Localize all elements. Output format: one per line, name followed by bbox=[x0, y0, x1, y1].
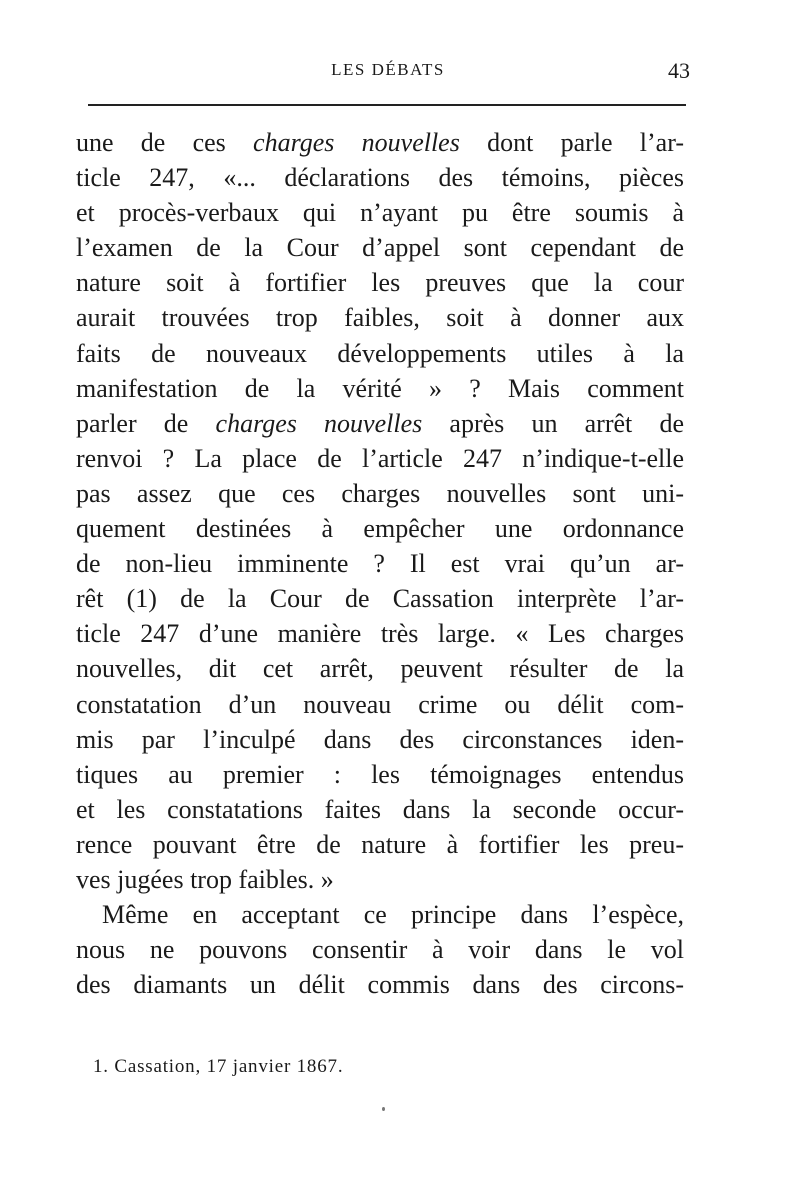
running-title: LES DÉBATS bbox=[331, 60, 445, 79]
paragraph bbox=[76, 125, 684, 897]
text-line: manifestation de la vérité » ? Mais comment bbox=[76, 373, 684, 403]
page-number: 43 bbox=[668, 58, 690, 83]
text-line: nature soit à fortifier les preuves que la cour bbox=[76, 268, 684, 298]
body-text bbox=[76, 125, 684, 1002]
text-line: rêt (1) de la Cour de Cassation interprète l’ar- bbox=[76, 584, 684, 614]
text-line: et procès-verbaux qui n’ayant pu être soumis à bbox=[76, 198, 684, 228]
text-line: une de ces charges nouvelles dont parle l’ar- bbox=[76, 128, 684, 157]
text-line: tiques au premier : les témoignages entendus bbox=[76, 759, 684, 789]
header-rule bbox=[88, 104, 686, 106]
text-line: ticle 247 d’une manière très large. « Les charges bbox=[76, 619, 684, 649]
paragraph bbox=[76, 897, 684, 1002]
text-line: faits de nouveaux développements utiles à la bbox=[76, 338, 684, 368]
text-line: parler de charges nouvelles après un arrêt de bbox=[76, 408, 684, 438]
text-line: renvoi ? La place de l’article 247 n’indique-t-elle bbox=[76, 443, 684, 473]
text-line: quement destinées à empêcher une ordonnance bbox=[76, 514, 684, 544]
text-line: ves jugées trop faibles. » bbox=[76, 864, 334, 894]
paper-speck bbox=[382, 1107, 385, 1111]
text-line: et les constatations faites dans la seconde occur- bbox=[76, 794, 684, 824]
text-line: des diamants un délit commis dans des circons- bbox=[76, 970, 684, 1000]
text-line: aurait trouvées trop faibles, soit à donner aux bbox=[76, 303, 684, 333]
text-line: l’examen de la Cour d’appel sont cependant de bbox=[76, 233, 684, 263]
text-line: de non-lieu imminente ? Il est vrai qu’un ar- bbox=[76, 549, 684, 579]
text-line: nouvelles, dit cet arrêt, peuvent résulter de la bbox=[76, 654, 684, 684]
text-line: mis par l’inculpé dans des circonstances iden- bbox=[76, 724, 684, 754]
text-line: nous ne pouvons consentir à voir dans le vol bbox=[76, 935, 684, 965]
text-line: ticle 247, «... déclarations des témoins, pièces bbox=[76, 163, 684, 193]
italic-phrase: charges nouvelles bbox=[253, 128, 460, 157]
text-line: pas assez que ces charges nouvelles sont uni- bbox=[76, 478, 684, 508]
text-line: rence pouvant être de nature à fortifier les preu- bbox=[76, 829, 684, 859]
italic-phrase: charges nouvelles bbox=[215, 408, 423, 438]
text-line: constatation d’un nouveau crime ou délit com- bbox=[76, 689, 684, 719]
footnote: 1. Cassation, 17 janvier 1867. bbox=[93, 1056, 344, 1077]
text-line: Même en acceptant ce principe dans l’espèce, bbox=[102, 900, 684, 930]
running-head bbox=[88, 58, 688, 88]
